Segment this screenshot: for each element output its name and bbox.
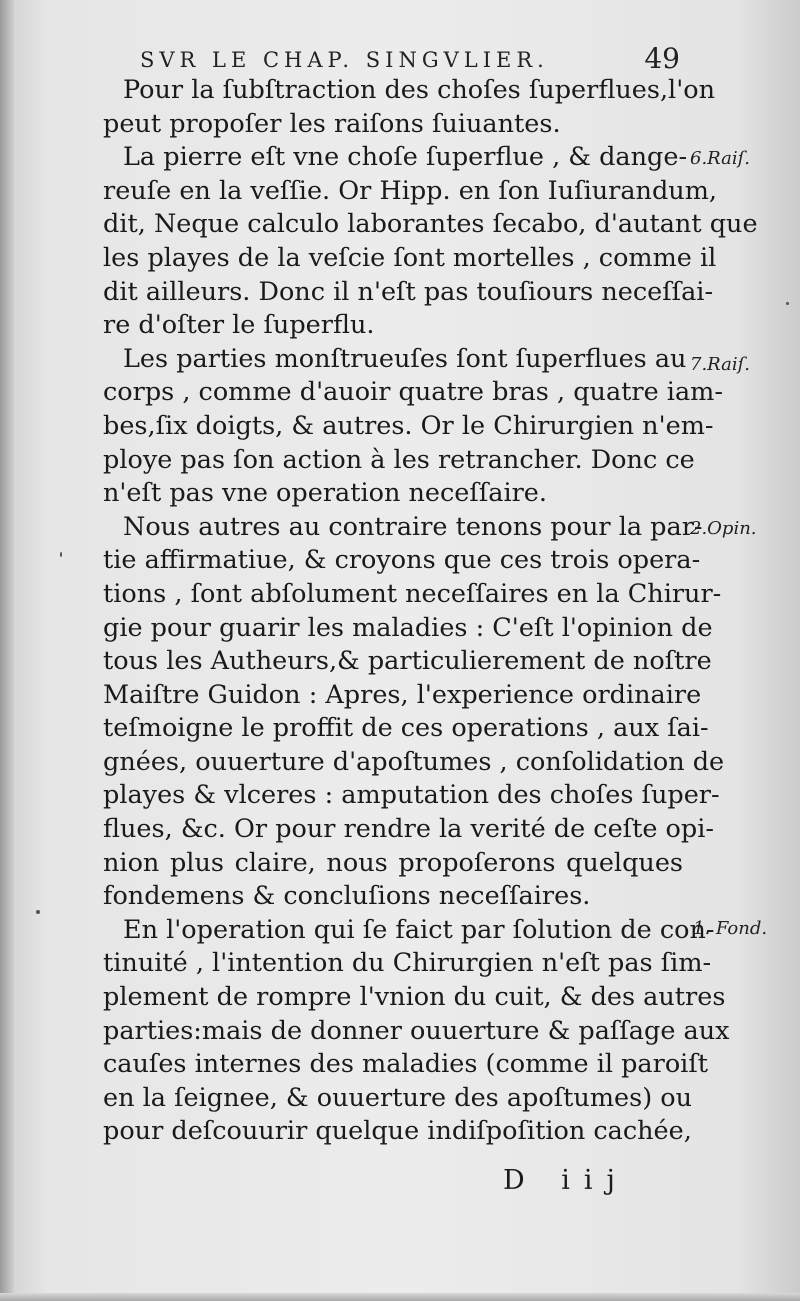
text-line: reuſe en la veſſie. Or Hipp. en ſon Iuſiurandum, [103,175,718,206]
text-line: re d'oſter le ſuperflu. [103,310,375,341]
text-line: Maiſtre Guidon : Apres, l'experience ordinaire [103,679,702,710]
page-gutter-edge [0,0,14,1301]
ink-speck [36,910,40,914]
text-line: nion plus claire, nous propoſerons quelques [103,847,683,878]
text-line: En l'operation qui ſe faict par ſolution de con- [123,914,715,945]
paragraph-1 [103,74,715,141]
running-title: SVR LE CHAP. SINGVLIER. [140,48,549,72]
text-line: corps , comme d'auoir quatre bras , quatre iam- [103,377,723,408]
text-line: flues, &c. Or pour rendre la verité de ceſte opi- [103,814,714,845]
text-line: fondemens & concluſions neceſſaires. [103,881,591,912]
text-line: plement de rompre l'vnion du cuit, & des autres [103,982,726,1013]
text-line: Pour la ſubſtraction des choſes ſuperflues,l'on [123,75,715,105]
text-line: ploye pas ſon action à les retrancher. Donc ce [103,444,695,475]
text-line: dit, Neque calculo laborantes ſecabo, d'autant que [103,209,758,240]
text-line: teſmoigne le proffit de ces operations , aux ſai- [103,713,709,744]
text-line: gie pour guarir les maladies : C'eſt l'opinion de [103,612,713,643]
text-line: bes,ſix doigts, & autres. Or le Chirurgien n'em- [103,410,714,441]
margin-note-raison-6: 6.Raiſ. [690,148,751,169]
text-line: playes & vlceres : amputation des choſes ſuper- [103,780,720,811]
text-line: les playes de la veſcie ſont mortelles , comme il [103,242,717,273]
text-line: pour deſcouurir quelque indiſpoſition cachée, [103,1116,692,1147]
text-line: cauſes internes des maladies (comme il paroiſt [103,1049,709,1080]
signature-mark: D iij [503,1165,629,1196]
text-line: peut propoſer les raiſons ſuiuantes. [103,108,561,139]
text-line: Les parties monſtrueuſes ſont ſuperflues au [123,343,687,374]
margin-note-fondement-1: 1. Fond. [693,918,768,939]
text-line: tous les Autheurs,& particulierement de noſtre [103,646,712,677]
text-line: La pierre eſt vne choſe ſuperflue , & dange- [123,142,688,173]
ink-speck [786,302,789,305]
page-bottom-edge [0,1293,800,1301]
text-line: gnées, ouuerture d'apoſtumes , conſolidation de [103,746,725,777]
page-number: 49 [644,42,680,75]
text-line: en la ſeignee, & ouuerture des apoſtumes) ou [103,1082,693,1113]
margin-note-opinion-2: 2.Opin. [690,518,757,539]
text-line: tie affirmatiue, & croyons que ces trois opera- [103,545,701,576]
text-line: dit ailleurs. Donc il n'eſt pas touſiours neceſſai- [103,276,714,307]
text-line: Nous autres au contraire tenons pour la par- [123,511,703,542]
text-line: tinuité , l'intention du Chirurgien n'eſt pas ſim- [103,948,712,979]
text-line: tions , ſont abſolument neceſſaires en la Chirur- [103,578,722,609]
text-line: n'eſt pas vne operation neceſſaire. [103,478,548,509]
text-line: parties:mais de donner ouuerture & paſſage aux [103,1015,730,1046]
ink-speck [60,552,62,557]
paragraph-5 [103,914,730,1149]
margin-note-raison-7: 7.Raiſ. [690,354,751,375]
